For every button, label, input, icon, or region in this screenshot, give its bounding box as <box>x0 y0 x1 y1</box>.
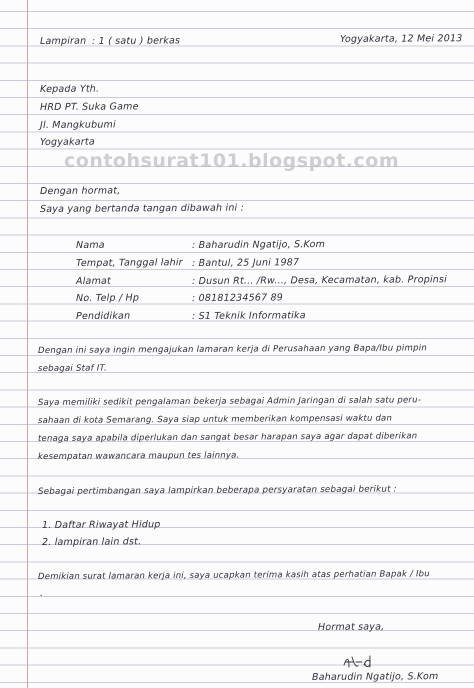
place-date: Yogyakarta, 12 Mei 2013 <box>339 33 463 45</box>
identity-value-pendidikan: : S1 Teknik Informatika <box>191 310 306 322</box>
recipient-line-1: Kepada Yth. <box>39 83 100 95</box>
recipient-line-2: HRD PT. Suka Game <box>39 101 139 113</box>
attachment-1: 1. Daftar Riwayat Hidup <box>41 519 161 531</box>
identity-value-telp: : 08181234567 89 <box>191 292 284 304</box>
paragraph-2-line-1: Saya memiliki sedikit pengalaman bekerja sebagai Admin Jaringan di salah satu peru- <box>37 395 421 408</box>
watermark: contohsurat101.blogspot.com <box>64 150 400 172</box>
paragraph-3: Sebagai pertimbangan saya lampirkan beberapa persyaratan sebagai berikut : <box>37 484 397 497</box>
paragraph-2-line-3: tenaga saya apabila diperlukan dan sangat besar harapan saya agar dapat diberikan <box>37 431 418 444</box>
closing-line-2: . <box>39 587 44 599</box>
greeting: Dengan hormat, <box>39 185 121 197</box>
closing-line-1: Demikian surat lamaran kerja ini, saya ucapkan terima kasih atas perhatian Bapak / Ibu <box>37 569 430 582</box>
identity-label-alamat: Alamat <box>75 275 112 287</box>
margin-line <box>27 0 28 688</box>
recipient-line-3: Jl. Mangkubumi <box>39 119 116 131</box>
lampiran-label: Lampiran <box>39 35 87 47</box>
identity-value-nama: : Baharudin Ngatijo, S.Kom <box>191 239 326 251</box>
identity-label-telp: No. Telp / Hp <box>75 292 140 304</box>
attachment-2: 2. lampiran lain dst. <box>41 536 142 548</box>
recipient-line-4: Yogyakarta <box>39 136 95 148</box>
paragraph-1-line-2: sebagai Staf IT. <box>37 363 107 374</box>
identity-label-pendidikan: Pendidikan <box>75 310 131 322</box>
lampiran-value: : 1 ( satu ) berkas <box>91 35 181 47</box>
hormat-saya: Hormat saya, <box>317 621 385 633</box>
paragraph-2-line-2: sahaan di kota Semarang. Saya siap untuk memberikan kompensasi waktu dan <box>37 413 393 426</box>
signer-name: Baharudin Ngatijo, S.Kom <box>311 671 439 683</box>
identity-label-nama: Nama <box>75 239 105 251</box>
paragraph-2-line-4: kesempatan wawancara maupun tes lainnya. <box>37 450 240 462</box>
identity-value-ttl: : Bantul, 25 Juni 1987 <box>191 257 300 269</box>
intro: Saya yang bertanda tangan dibawah ini : <box>39 202 245 215</box>
signature-ttd <box>340 653 378 673</box>
paragraph-1-line-1: Dengan ini saya ingin mengajukan lamaran kerja di Perusahaan yang Bapa/Ibu pimpin <box>37 343 428 356</box>
identity-label-ttl: Tempat, Tanggal lahir <box>75 257 183 269</box>
identity-value-alamat: : Dusun Rt... /Rw..., Desa, Kecamatan, kab. Propinsi <box>191 274 448 287</box>
